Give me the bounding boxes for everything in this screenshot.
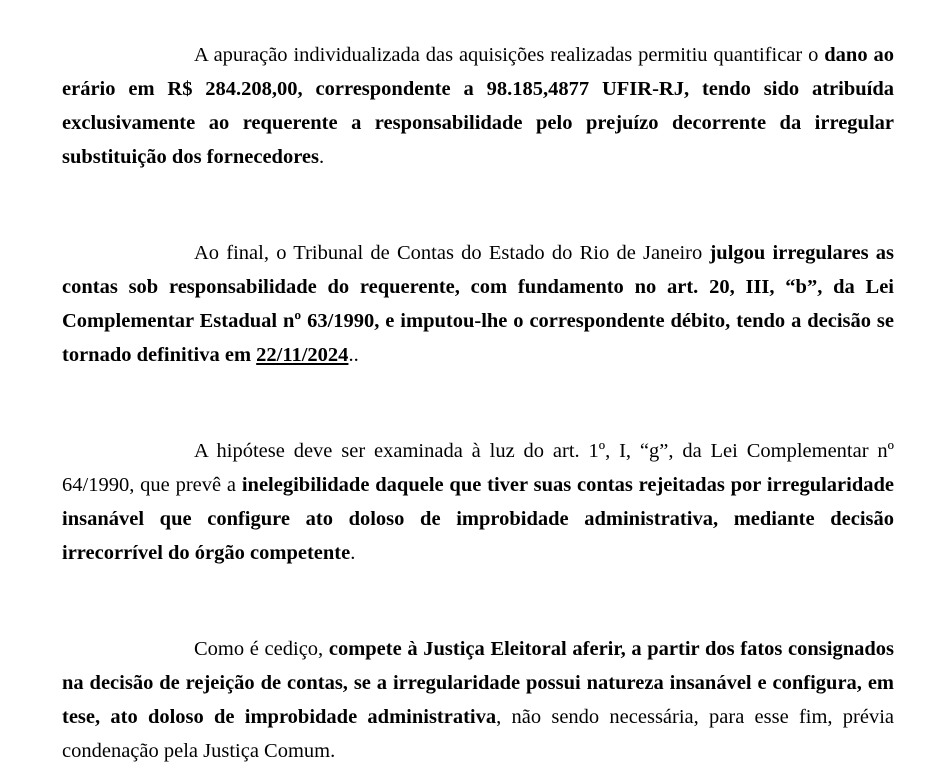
text-segment-bold: inelegibilidade daquele que tiver suas contas rejeitadas por irregularidade insanável que configure ato doloso de improbidade administrativa, mediante decisão irrecorrível do órgão competente (62, 474, 895, 564)
paragraph-hipotese (62, 434, 894, 570)
text-segment: , não sendo necessária, para esse fim, prévia condenação pela Justiça Comum. (62, 706, 895, 762)
text-segment: A hipótese deve ser examinada à luz do art. 1º, I, “g”, da Lei Complementar nº 64/1990, que prevê a (62, 440, 894, 496)
text-segment-bold: julgou irregulares as contas sob responsabilidade do requerente, com fundamento no art. 20, III, “b”, da Lei Complementar Estadual nº 63/1990, e imputou-lhe o correspondente débito, tendo a decisão se tornado definitiva em (62, 242, 894, 366)
paragraph-apuracao (62, 38, 894, 174)
text-segment-bold: compete à Justiça Eleitoral aferir, a partir dos fatos consignados na decisão de rejeição de contas, se a irregularidade possui natureza insanável e configura, em tese, ato doloso de improbidade administrativa (62, 638, 894, 728)
text-segment: .. (348, 344, 359, 366)
text-segment: A apuração individualizada das aquisições realizadas permitiu quantificar o (194, 44, 825, 66)
paragraph-julgamento (62, 236, 894, 372)
decision-date: 22/11/2024 (256, 344, 349, 366)
text-segment: Ao final, o Tribunal de Contas do Estado do Rio de Janeiro (194, 242, 710, 264)
document-page (62, 38, 894, 768)
text-segment: Como é cediço, (194, 638, 329, 660)
text-segment: . (319, 146, 325, 168)
text-segment-bold: dano ao erário em R$ 284.208,00, correspondente a 98.185,4877 UFIR-RJ, tendo sido atribuída exclusivamente ao requerente a responsabilidade pelo prejuízo decorrente da irregular substituição dos fornecedores (62, 44, 894, 168)
paragraph-competencia (62, 632, 894, 768)
text-segment: . (350, 542, 356, 564)
